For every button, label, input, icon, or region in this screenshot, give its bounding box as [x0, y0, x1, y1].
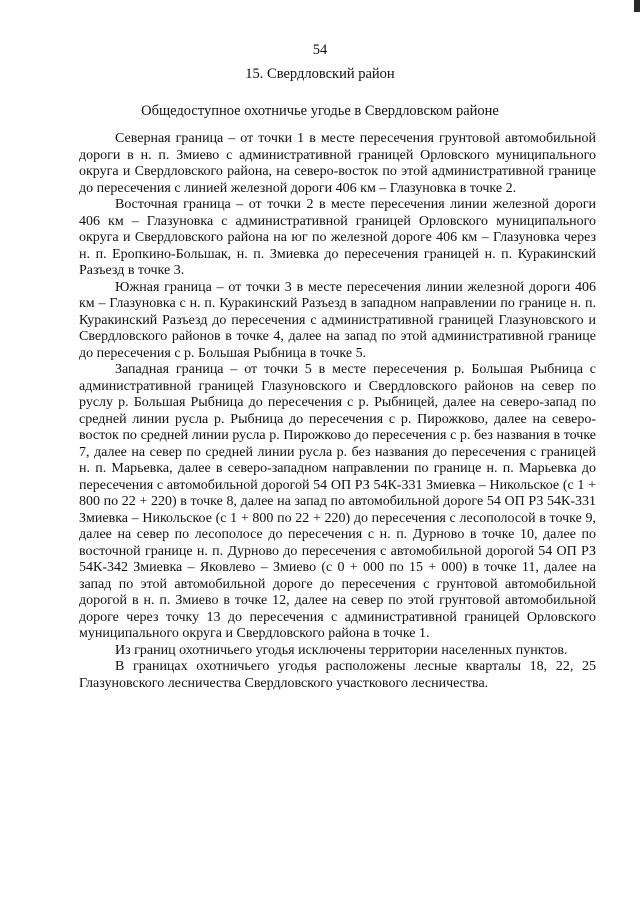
- scan-edge-mark: [634, 0, 640, 12]
- paragraph-exclusions: Из границ охотничьего угодья исключены территории населенных пунктов.: [115, 642, 568, 658]
- paragraph-east-boundary: Восточная граница – от точки 2 в месте пересечения линии железной дороги 406 км – Глазуновка с административной границей Орловского муниципального округа и Свердловского района на юг по железной дороге 406 км – Глазуновка через н. п. Еропкино-Большак, н. п. Змиевка до пересечения границей н. п. Куракинский Разъезд в точке 3.: [79, 197, 596, 278]
- section-heading: 15. Свердловский район: [245, 66, 395, 82]
- page-number: 54: [312, 42, 328, 58]
- paragraph-forest-quarters: В границах охотничьего угодья расположены лесные кварталы 18, 22, 25 Глазуновского лесничества Свердловского участкового лесничества.: [79, 659, 596, 691]
- paragraph-north-boundary: Северная граница – от точки 1 в месте пересечения грунтовой автомобильной дороги в н. п. Змиево с административной границей Орловского муниципального округа и Свердловского района, на северо-восток по этой административной границе до пересечения с линией железной дороги 406 км – Глазуновка в точке 2.: [79, 131, 596, 196]
- paragraph-west-boundary: Западная граница – от точки 5 в месте пересечения р. Большая Рыбница с административной границей Глазуновского и Свердловского районов на север по руслу р. Большая Рыбница до пересечения с р. Рыбницей, далее на северо-запад по средней линии русла р. Рыбница до пересечения с р. Пирожково, далее на северо-восток по средней линии русла р. Пирожково до пересечения с р. без названия в точке 7, далее на север по средней линии русла р. без названия до пересечения с границей н. п. Марьевка, далее в северо-западном направлении по границе н. п. Марьевка до пересечения с автомобильной дорогой 54 ОП РЗ 54К-331 Змиевка – Никольское (с 1 + 800 по 22 + 220) в точке 8, далее на запад по автомобильной дороге 54 ОП РЗ 54К-331 Змиевка – Никольское (с 1 + 800 по 22 + 220) до пересечения с лесополосой в точке 9, далее на север по лесополосе до пересечения с н. п. Дурново в точке 10, далее по восточной границе н. п. Дурново до пересечения с автомобильной дорогой 54 ОП РЗ 54К-342 Змиевка – Яковлево – Змиево (с 0 + 000 по 15 + 000) в точке 11, далее на запад по этой автомобильной дороге до пересечения с грунтовой автомобильной дорогой в н. п. Змиево в точке 12, далее на север по этой грунтовой автомобильной дороге через точку 13 до пересечения с административной границей Орловского муниципального округа и Свердловского района в точке 1.: [79, 362, 596, 641]
- body-text: [79, 131, 596, 692]
- paragraph-south-boundary: Южная граница – от точки 3 в месте пересечения линии железной дороги 406 км – Глазуновка с н. п. Куракинский Разъезд в западном направлении по границе н. п. Куракинский Разъезд до пересечения с административной границей Глазуновского и Свердловского районов в точке 4, далее на запад по этой административной границе до пересечения с р. Большая Рыбница в точке 5.: [79, 279, 596, 361]
- document-title: Общедоступное охотничье угодье в Свердловском районе: [141, 103, 499, 119]
